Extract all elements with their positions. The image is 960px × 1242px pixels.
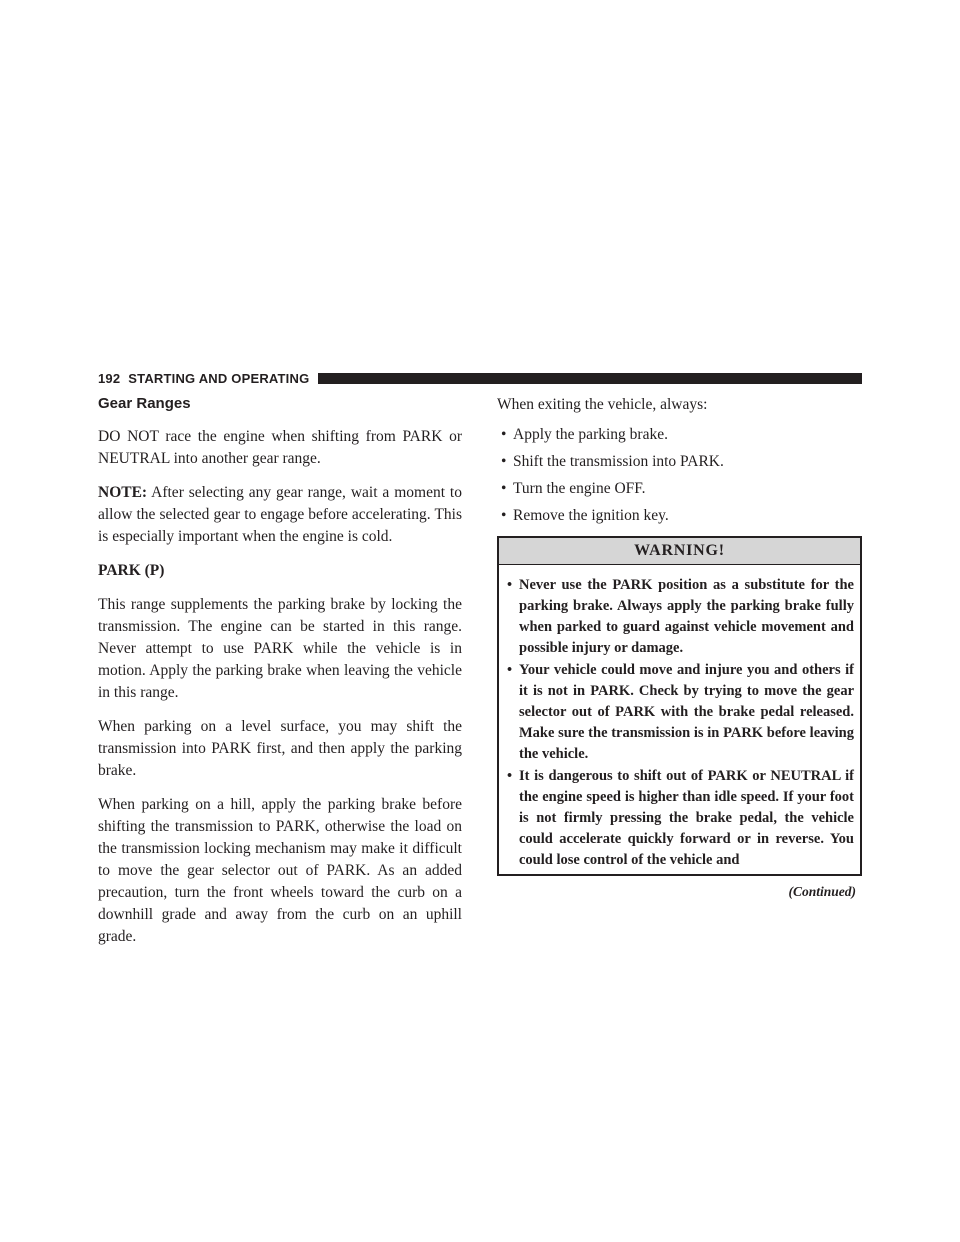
bullet-icon: • — [507, 577, 513, 593]
section-title: STARTING AND OPERATING — [128, 370, 310, 386]
header-rule — [318, 373, 862, 384]
park-paragraph-3: When parking on a hill, apply the parking brake before shifting the transmission to PARK, otherwise the load on the transmission locking mechanism may make it difficult to move the gear selector out of PARK. As an added precaution, turn the front wheels toward the curb on a downhill grade and away from the curb on an uphill grade. — [98, 796, 462, 945]
bullet-icon: • — [507, 768, 513, 784]
page-header — [98, 369, 862, 387]
list-item: • Shift the transmission into PARK. — [497, 451, 862, 473]
warning-body — [499, 565, 860, 874]
bullet-icon: • — [507, 662, 513, 678]
list-item: • Apply the parking brake. — [497, 424, 862, 446]
note-text: After selecting any gear range, wait a moment to allow the selected gear to engage before accelerating. This is especially important when the engine is cold. — [98, 484, 462, 545]
bullet-icon: • — [501, 480, 507, 497]
warning-item: • Your vehicle could move and injure you and others if it is not in PARK. Check by trying to move the gear selector out of PARK with the brake pedal released. Make sure the transmission is in PARK before leaving the vehicle. — [507, 662, 854, 762]
race-engine-paragraph: DO NOT race the engine when shifting from PARK or NEUTRAL into another gear range. — [98, 428, 462, 467]
continued-label: (Continued) — [788, 884, 856, 899]
page-number: 192 — [98, 370, 121, 386]
park-heading: PARK (P) — [98, 562, 165, 579]
left-column — [98, 394, 462, 960]
right-column — [497, 394, 862, 900]
warning-title: WARNING! — [499, 538, 860, 565]
bullet-icon: • — [501, 453, 507, 470]
exit-checklist — [497, 424, 862, 527]
note-paragraph — [98, 482, 462, 548]
list-item: • Turn the engine OFF. — [497, 478, 862, 500]
note-label: NOTE: — [98, 484, 148, 501]
gear-ranges-title: Gear Ranges — [98, 395, 191, 412]
warning-item: • Never use the PARK position as a substitute for the parking brake. Always apply the parking brake fully when parked to guard against vehicle movement and possible injury or damage. — [507, 577, 854, 656]
bullet-icon: • — [501, 507, 507, 524]
warning-item: • It is dangerous to shift out of PARK or NEUTRAL if the engine speed is higher than idle speed. If your foot is not firmly pressing the brake pedal, the vehicle could accelerate quickly forward or in reverse. You could lose control of the vehicle and — [507, 768, 854, 868]
park-paragraph-1: This range supplements the parking brake by locking the transmission. The engine can be started in this range. Never attempt to use PARK while the vehicle is in motion. Apply the parking brake when leaving the vehicle in this range. — [98, 596, 462, 701]
park-paragraph-2: When parking on a level surface, you may shift the transmission into PARK first, and then apply the parking brake. — [98, 718, 462, 779]
bullet-icon: • — [501, 426, 507, 443]
warning-list — [507, 575, 854, 871]
list-item: • Remove the ignition key. — [497, 505, 862, 527]
warning-box — [497, 536, 862, 876]
exiting-intro: When exiting the vehicle, always: — [497, 396, 708, 413]
